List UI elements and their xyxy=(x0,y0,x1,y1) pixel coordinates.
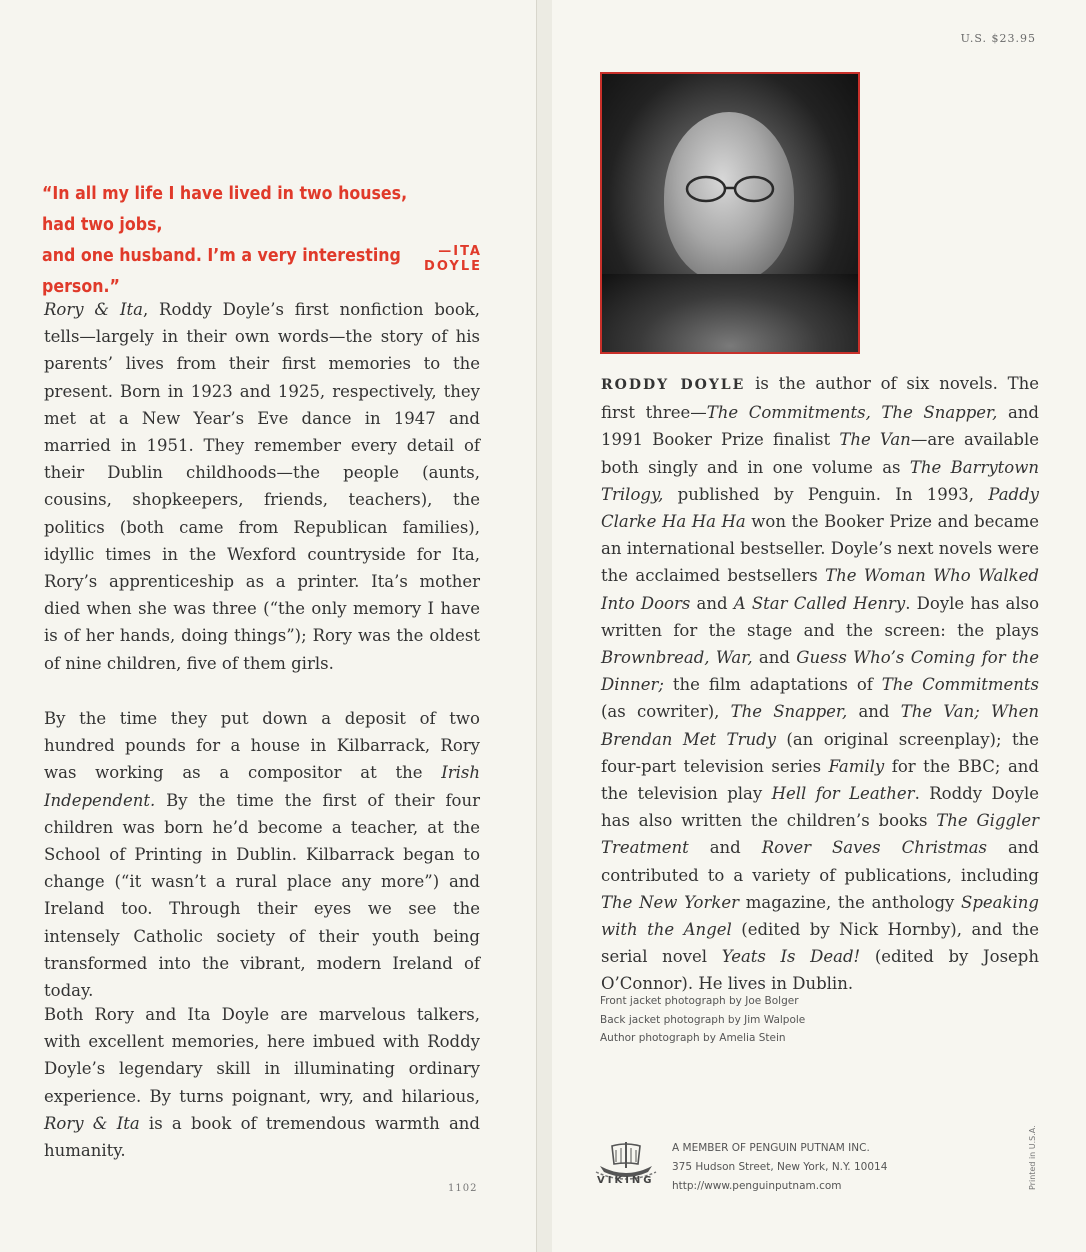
photo-credits xyxy=(600,992,805,1048)
bio-title: The Commitments, The Snapper, xyxy=(706,403,998,423)
pull-quote-line-1: “In all my life I have lived in two houses, had two jobs, xyxy=(42,183,408,235)
bio-text: is the author of six novels. The first three— xyxy=(601,374,1039,423)
pull-quote xyxy=(42,178,429,302)
bio-text: (an original screenplay); the four-part television series xyxy=(601,729,1039,776)
publisher-address: 375 Hudson Street, New York, N.Y. 10014 xyxy=(672,1161,888,1173)
printed-in-label: Printed in U.S.A. xyxy=(1028,1125,1037,1190)
bio-title: Speaking with the Angel xyxy=(601,892,1039,940)
bio-text: won the Booker Prize and became an international bestseller. Doyle’s next novels were the acclaimed bestsellers xyxy=(601,512,1039,586)
bio-title: A Star Called Henry xyxy=(733,593,906,613)
bio-text: and contributed to a variety of publications, including xyxy=(601,838,1039,885)
bio-text: and 1991 Booker Prize finalist xyxy=(601,403,1039,450)
bio-title: Hell for Leather xyxy=(771,784,915,804)
description-paragraph-2 xyxy=(44,705,480,1004)
bio-text: . Doyle has also written for the stage and the screen: the plays xyxy=(601,593,1040,640)
credit-line: Front jacket photograph by Joe Bolger xyxy=(600,995,799,1007)
publisher-logo-text: VIKING xyxy=(597,1175,655,1186)
bio-title: The Snapper, xyxy=(730,702,848,722)
author-photograph xyxy=(600,72,860,354)
paragraph-text: Both Rory and Ita Doyle are marvelous talkers, with excellent memories, here imbued with Roddy Doyle’s legendary skill in illuminating ordinary experience. By turns poignant, wry, and hilarious, xyxy=(44,1005,480,1106)
publisher-url: http://www.penguinputnam.com xyxy=(672,1180,842,1192)
bio-text: (edited by Joseph O’Connor). He lives in Dublin. xyxy=(601,947,1039,994)
paragraph-text: is a book of tremendous warmth and humanity. xyxy=(44,1113,480,1161)
bio-title: The Barrytown Trilogy, xyxy=(601,457,1039,504)
portrait-shoulders xyxy=(602,274,858,354)
bio-title: Rover Saves Christmas xyxy=(761,838,988,858)
pull-quote-line-2: and one husband. I’m a very interesting person.” xyxy=(42,245,401,297)
credit-line: Back jacket photograph by Jim Walpole xyxy=(600,1013,806,1026)
bio-text: and xyxy=(752,648,797,668)
bio-text: for the BBC; and the television play xyxy=(601,756,1039,804)
newspaper-title-italic: Irish Independent. xyxy=(44,763,480,810)
bio-text: magazine, the anthology xyxy=(739,892,962,912)
catalog-number: 1102 xyxy=(448,1183,478,1194)
paragraph-text: , Roddy Doyle’s first nonfiction book, tells—largely in their own words—the story of his parents’ lives from their first memories to the present. Born in 1923 and 1925, respectively, they met at a New Year’s Eve dance in 1947 and married in 1951. They remember every detail of their Dublin childhoods—the people (aunts, cousins, shopkeepers, friends, teachers), the politics (both came from Republican families), idyllic times in the Wexford countryside for Ita, Rory’s apprenticeship as a printer. Ita’s mother died when she was three (“the only memory I have is of her hands, doing things”); Rory was the oldest of nine children, five of them girls. xyxy=(44,300,481,673)
credit-line: Author photograph by Amelia Stein xyxy=(600,1032,786,1044)
paragraph-text: By the time they put down a deposit of two hundred pounds for a house in Kilbarrack, Rory was working as a compositor at the xyxy=(44,709,480,783)
title-italic: Rory & Ita xyxy=(44,300,143,319)
bio-text: (as cowriter), xyxy=(601,702,731,722)
bio-title: The Van xyxy=(839,430,911,450)
bio-title: The Van; When Brendan Met Trudy xyxy=(601,702,1039,749)
bio-text: and xyxy=(847,702,901,722)
bio-text: published by Penguin. In 1993, xyxy=(663,484,989,504)
bio-title: Yeats Is Dead! xyxy=(721,947,861,967)
publisher-line-1: A MEMBER OF PENGUIN PUTNAM INC. xyxy=(672,1142,870,1154)
bio-text: —are available both singly and in one volume as xyxy=(601,430,1040,477)
price-label: U.S. $23.95 xyxy=(960,32,1036,45)
bio-title: Guess Who’s Coming for the Dinner; xyxy=(601,648,1039,695)
bio-text: the film adaptations of xyxy=(663,675,882,695)
description-paragraph-3 xyxy=(44,1001,480,1164)
bio-text: and xyxy=(690,593,734,613)
author-name: RODDY DOYLE xyxy=(601,377,746,393)
bio-text: and xyxy=(688,838,762,858)
bio-text: (edited by Nick Hornby), and the serial novel xyxy=(601,920,1039,967)
description-paragraph-1 xyxy=(44,296,480,677)
bio-title: The Giggler Treatment xyxy=(601,811,1040,858)
bio-title: The New Yorker xyxy=(601,892,740,912)
fold-gutter xyxy=(537,0,552,1252)
bio-title: The Woman Who Walked Into Doors xyxy=(601,566,1039,613)
publisher-info xyxy=(672,1139,887,1196)
glasses-icon xyxy=(684,174,776,204)
printed-in-label-wrap xyxy=(1028,1110,1042,1190)
author-bio xyxy=(601,370,1039,998)
bio-title: The Commitments xyxy=(881,675,1039,695)
title-italic: Rory & Ita xyxy=(44,1113,140,1133)
bio-title: Paddy Clarke Ha Ha Ha xyxy=(601,484,1039,532)
paragraph-text: By the time the first of their four children was born he’d become a teacher, at the School of Printing in Dublin. Kilbarrack began to change (“it wasn’t a rural place any more”) and Ireland too. Through their eyes we see the intensely Catholic society of their youth being transformed into the vibrant, modern Ireland of today. xyxy=(44,790,480,1001)
quote-attribution: —ITA DOYLE xyxy=(424,244,482,274)
bio-title: Brownbread, War, xyxy=(601,648,753,668)
bio-title: Family xyxy=(828,756,885,776)
bio-text: . Roddy Doyle has also written the children’s books xyxy=(601,784,1039,831)
